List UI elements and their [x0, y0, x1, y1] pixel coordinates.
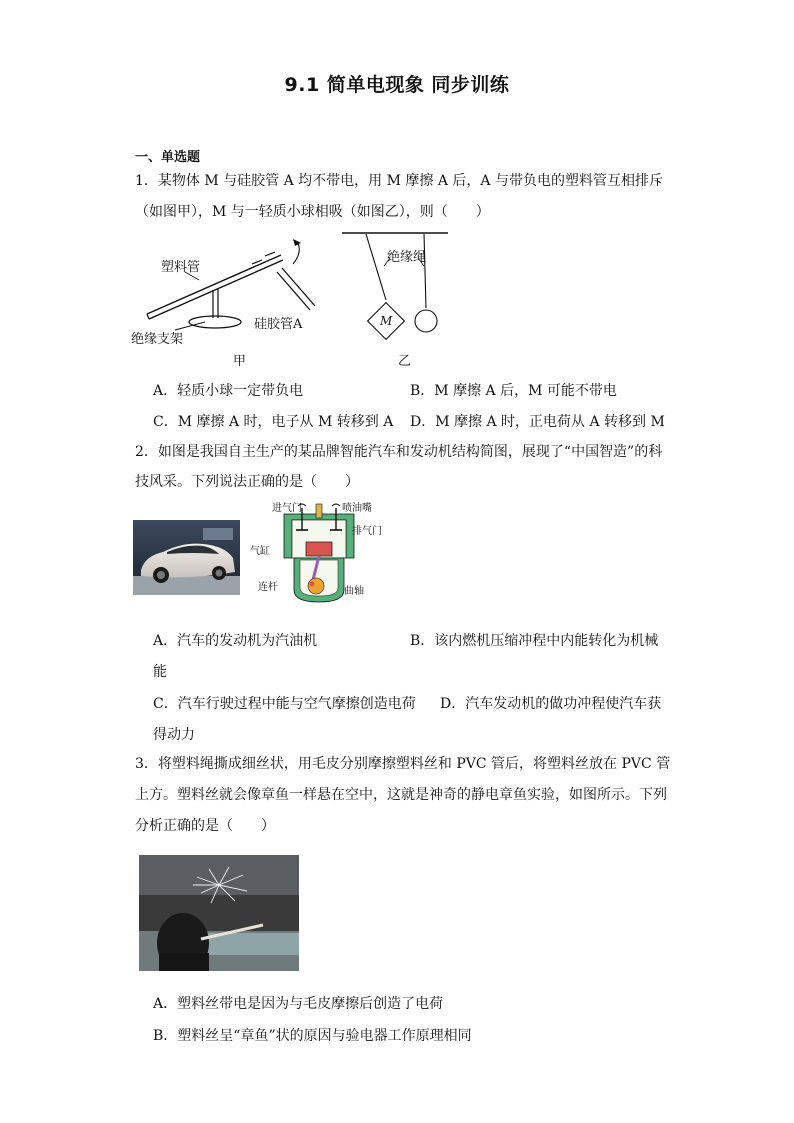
q1-option-a: A．轻质小球一定带负电	[153, 383, 304, 399]
label-insulating-stand: 绝缘支架	[131, 332, 184, 347]
q3-stem-line2: 上方。塑料丝就会像章鱼一样悬在空中，这就是神奇的静电章鱼实验，如图所示。下列	[135, 787, 667, 803]
q3-stem-line1: 3．将塑料绳撕成细丝状，用毛皮分别摩擦塑料丝和 PVC 管后，将塑料丝放在 PVC 管	[135, 756, 671, 772]
injector	[316, 504, 322, 518]
light-ball	[415, 310, 437, 332]
label-connecting-rod: 连杆	[258, 582, 278, 593]
q1-figure-jia	[125, 232, 335, 377]
q3-option-a: A．塑料丝带电是因为与毛皮摩擦后创造了电荷	[153, 996, 444, 1012]
q2-option-c: C．汽车行驶过程中能与空气摩擦创造电荷	[153, 696, 416, 712]
stand-base	[189, 316, 241, 328]
car-photo	[133, 520, 240, 595]
label-cylinder: 气缸	[250, 546, 270, 557]
q2-stem-line1: 2．如图是我国自主生产的某品牌智能汽车和发动机结构简图，展现了“中国智造”的科	[135, 444, 663, 460]
label-intake-valve: 进气门	[272, 503, 302, 514]
rope-left	[366, 234, 386, 300]
label-insulating-rope: 绝缘绳	[387, 250, 427, 265]
q3-stem-line3: 分析正确的是（ ）	[135, 818, 275, 834]
q1-option-b: B．M 摩擦 A 后，M 可能不带电	[410, 383, 617, 399]
caption-jia: 甲	[233, 354, 247, 369]
label-crankshaft: 曲轴	[344, 586, 364, 597]
q2-option-b: B．该内燃机压缩冲程中内能转化为机械	[410, 633, 659, 649]
piston	[306, 542, 332, 556]
q2-option-b-cont: 能	[153, 664, 167, 680]
q2-option-d-cont: 得动力	[153, 727, 195, 743]
q2-option-d: D．汽车发动机的做功冲程使汽车获	[440, 696, 662, 712]
label-silicone-tube: 硅胶管A	[254, 317, 303, 332]
label-m: M	[380, 314, 393, 328]
section-heading: 一、单选题	[135, 150, 201, 165]
page-title: 9.1 简单电现象 同步训练	[284, 74, 510, 96]
q2-stem-line2: 技风采。下列说法正确的是（ ）	[135, 474, 359, 490]
label-injector: 喷油嘴	[342, 503, 372, 514]
q2-option-a: A．汽车的发动机为汽油机	[153, 633, 318, 649]
crankshaft	[308, 578, 324, 594]
q1-stem-line1: 1．某物体 M 与硅胶管 A 均不带电，用 M 摩擦 A 后，A 与带负电的塑料管互相排斥	[135, 173, 663, 189]
electrostatic-octopus-photo	[139, 855, 299, 971]
caption-yi: 乙	[398, 354, 412, 369]
label-exhaust-valve: 排气门	[352, 526, 382, 537]
q1-option-c: C．M 摩擦 A 时，电子从 M 转移到 A	[153, 414, 394, 430]
q3-option-b: B．塑料丝呈“章鱼”状的原因与验电器工作原理相同	[153, 1028, 472, 1044]
q1-stem-line2: （如图甲），M 与一轻质小球相吸（如图乙），则（ ）	[135, 204, 490, 220]
label-plastic-tube: 塑料管	[161, 260, 201, 275]
q1-option-d: D．M 摩擦 A 时，正电荷从 A 转移到 M	[410, 414, 665, 430]
silicone-tube	[277, 272, 310, 310]
